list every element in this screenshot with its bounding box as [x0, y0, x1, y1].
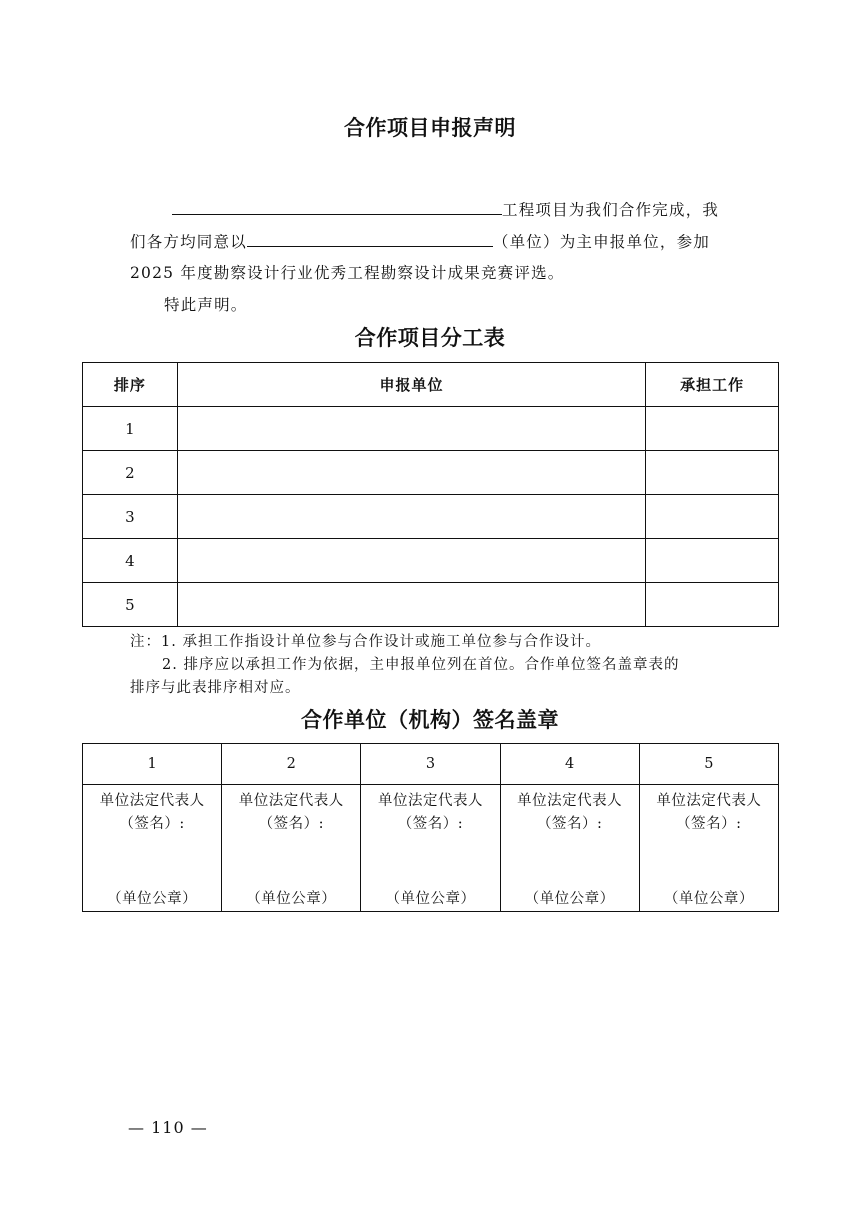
lead-unit-blank[interactable] — [247, 228, 493, 247]
unit-cell[interactable] — [177, 451, 645, 495]
seal-column-number: 4 — [500, 744, 639, 785]
seal-label: （单位公章） — [524, 891, 615, 907]
division-table — [82, 362, 779, 627]
table-row — [83, 539, 779, 583]
unit-cell[interactable] — [177, 407, 645, 451]
seal-column-number: 2 — [222, 744, 361, 785]
rep-label: 单位法定代表人 — [377, 793, 483, 809]
signature-seal-cell[interactable] — [639, 785, 778, 912]
unit-cell[interactable] — [177, 539, 645, 583]
seal-table-title: 合作单位（机构）签名盖章 — [301, 708, 559, 732]
table-row — [83, 495, 779, 539]
work-cell[interactable] — [646, 495, 779, 539]
seal-label: （单位公章） — [107, 891, 198, 907]
note-2: 2. 排序应以承担工作为依据，主申报单位列在首位。合作单位签名盖章表的 — [162, 657, 680, 673]
seal-label: （单位公章） — [385, 891, 476, 907]
declaration-line-2-lead: 们各方均同意以 — [130, 233, 247, 251]
row-order: 2 — [83, 451, 178, 495]
rep-label: 单位法定代表人 — [517, 793, 623, 809]
division-table-title: 合作项目分工表 — [354, 326, 506, 350]
note-1: 注：1. 承担工作指设计单位参与合作设计或施工单位参与合作设计。 — [130, 634, 601, 650]
declaration-line-1 — [172, 196, 719, 220]
work-cell[interactable] — [646, 451, 779, 495]
seal-number-row — [83, 744, 779, 785]
work-cell[interactable] — [646, 407, 779, 451]
sign-label: （签名）: — [397, 816, 464, 832]
declaration-title: 合作项目申报声明 — [344, 116, 516, 140]
signature-seal-cell[interactable] — [500, 785, 639, 912]
seal-table — [82, 743, 779, 912]
header-unit: 申报单位 — [177, 363, 645, 407]
unit-cell[interactable] — [177, 583, 645, 627]
table-row — [83, 583, 779, 627]
work-cell[interactable] — [646, 583, 779, 627]
seal-column-number: 3 — [361, 744, 500, 785]
page-number: — 110 — — [128, 1118, 208, 1137]
declaration-line-2 — [130, 228, 710, 252]
project-name-blank[interactable] — [172, 196, 502, 215]
seal-sign-row — [83, 785, 779, 912]
sign-label: （签名）: — [676, 816, 742, 832]
declaration-line-4: 特此声明。 — [164, 296, 248, 314]
rep-label: 单位法定代表人 — [656, 793, 762, 809]
signature-seal-cell[interactable] — [83, 785, 222, 912]
work-cell[interactable] — [646, 539, 779, 583]
table-row — [83, 407, 779, 451]
seal-column-number: 1 — [83, 744, 222, 785]
division-table-header — [83, 363, 779, 407]
note-2-continued: 排序与此表排序相对应。 — [130, 680, 301, 696]
declaration-line-3: 2025 年度勘察设计行业优秀工程勘察设计成果竞赛评选。 — [130, 264, 565, 282]
header-work: 承担工作 — [646, 363, 779, 407]
row-order: 4 — [83, 539, 178, 583]
sign-label: （签名）: — [536, 816, 603, 832]
row-order: 5 — [83, 583, 178, 627]
unit-cell[interactable] — [177, 495, 645, 539]
seal-label: （单位公章） — [246, 891, 337, 907]
declaration-line-2-text: （单位）为主申报单位，参加 — [492, 233, 711, 251]
sign-label: （签名）: — [258, 816, 324, 832]
header-order: 排序 — [83, 363, 178, 407]
seal-column-number: 5 — [639, 744, 778, 785]
sign-label: （签名）: — [119, 816, 185, 832]
signature-seal-cell[interactable] — [222, 785, 361, 912]
rep-label: 单位法定代表人 — [99, 793, 205, 809]
row-order: 3 — [83, 495, 178, 539]
seal-label: （单位公章） — [663, 891, 754, 907]
rep-label: 单位法定代表人 — [238, 793, 344, 809]
table-row — [83, 451, 779, 495]
declaration-line-1-text: 工程项目为我们合作完成，我 — [502, 201, 720, 219]
row-order: 1 — [83, 407, 178, 451]
signature-seal-cell[interactable] — [361, 785, 500, 912]
